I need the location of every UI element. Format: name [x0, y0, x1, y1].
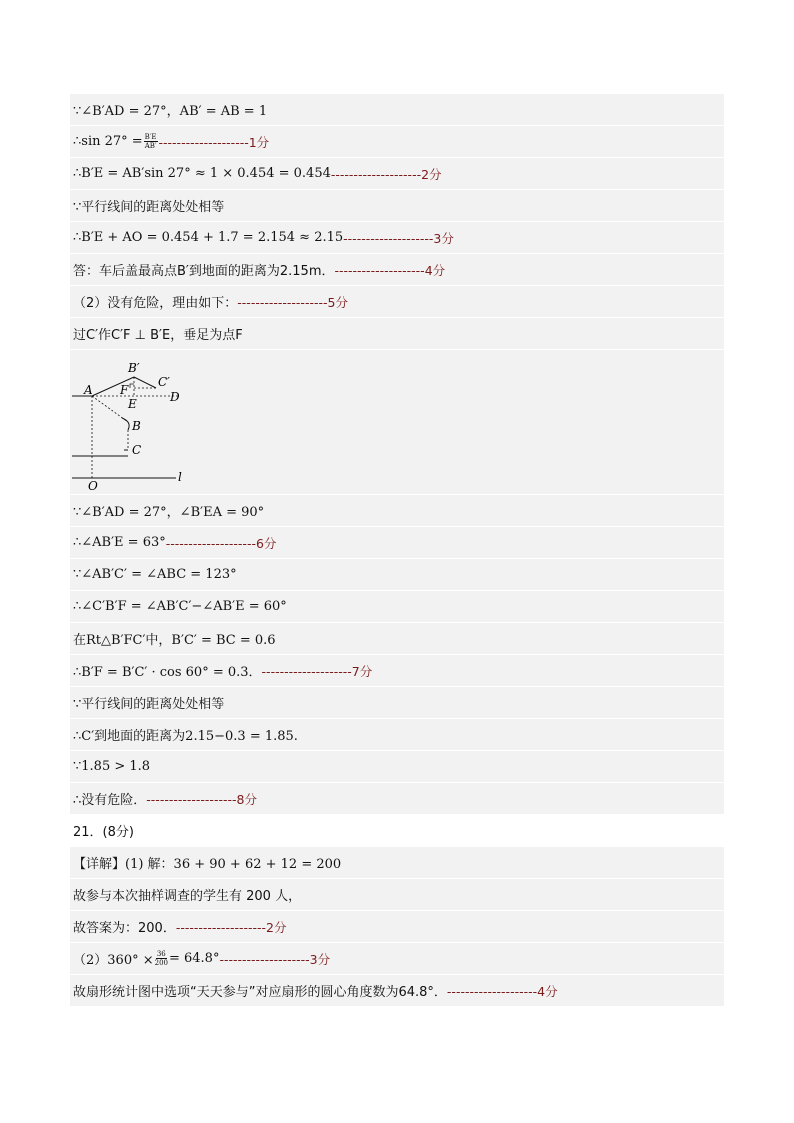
geometry-diagram [70, 350, 724, 494]
line-text: 【详解】(1) 解：36 + 90 + 62 + 12 = 200 [73, 857, 342, 872]
label-l: l [178, 470, 182, 484]
solution-line [70, 687, 724, 719]
line-text: ∵平行线间的距离处处相等 [73, 200, 225, 215]
solution-line [70, 559, 724, 591]
line-text: ∴C′到地面的距离为2.15−0.3 = 1.85. [73, 729, 298, 744]
solution-line [70, 847, 724, 879]
solution-line [70, 719, 724, 751]
label-f: F [120, 383, 129, 397]
solution-line [70, 655, 724, 687]
label-c: C [132, 443, 142, 457]
segment-b-prime-c-prime [134, 377, 156, 388]
solution-line [70, 94, 724, 126]
line-text: ∵∠B′AD = 27°，AB′ = AB = 1 [73, 104, 268, 119]
solution-line [70, 591, 724, 623]
solution-line [70, 318, 724, 350]
line-text: ∴∠AB′E = 63° [73, 535, 166, 550]
hinge-arc [122, 418, 129, 430]
fraction-denominator: AB′ [144, 142, 157, 150]
fraction [155, 950, 168, 967]
fraction-numerator: 36 [156, 950, 166, 958]
score-mark: --------------------2分 [330, 166, 442, 182]
line-text: 答：车后盖最高点B′到地面的距离为2.15m． [73, 264, 335, 279]
label-b-prime: B′ [128, 361, 140, 375]
score-mark: --------------------4分 [334, 262, 446, 278]
score-mark: --------------------3分 [343, 230, 454, 246]
solution-line [70, 254, 724, 286]
line-text: 过C′作C′F ⊥ B′E，垂足为点F [73, 328, 243, 343]
fraction-denominator: 200 [154, 959, 168, 967]
line-text: ∵1.85 > 1.8 [73, 759, 151, 774]
question-number: 21．(8分) [73, 825, 134, 840]
line-text: ∴B′E + AO = 0.454 + 1.7 = 2.154 ≈ 2.15 [73, 230, 344, 245]
line-text: 故参与本次抽样调查的学生有 200 人， [73, 889, 302, 904]
right-angle-mark [130, 384, 134, 388]
score-mark: --------------------7分 [261, 663, 373, 679]
score-mark: --------------------6分 [165, 535, 277, 551]
label-d: D [170, 390, 180, 404]
line-text: ∴∠C′B′F = ∠AB′C′−∠AB′E = 60° [73, 599, 287, 614]
line-text: （2）360° × [73, 953, 154, 968]
solution-line [70, 527, 724, 559]
fraction [144, 133, 158, 150]
solution-line [70, 495, 724, 527]
solution-line [70, 126, 724, 158]
line-text: = 64.8° [168, 951, 220, 966]
line-text: ∴B′E = AB′sin 27° ≈ 1 × 0.454 = 0.454 [73, 166, 331, 181]
line-text: ∵∠B′AD = 27°，∠B′EA = 90° [73, 505, 265, 520]
line-text: ∴sin 27° = [73, 134, 143, 149]
solution-line [70, 975, 724, 1007]
solution-sheet [70, 94, 724, 1007]
solution-line [70, 879, 724, 911]
label-b: B [132, 419, 141, 433]
solution-line [70, 190, 724, 222]
line-text: 故答案为：200． [73, 921, 176, 936]
solution-line [70, 911, 724, 943]
score-mark: --------------------4分 [446, 983, 558, 999]
solution-line [70, 158, 724, 190]
line-text: 故扇形统计图中选项“天天参与”对应扇形的圆心角度数为64.8°． [73, 985, 447, 1000]
solution-line [70, 783, 724, 815]
solution-line [70, 751, 724, 783]
line-text: ∴B′F = B′C′ · cos 60° = 0.3． [73, 665, 262, 680]
line-text: ∴没有危险． [73, 793, 147, 808]
label-a: A [84, 383, 93, 397]
line-text: 在Rt△B′FC′中，B′C′ = BC = 0.6 [73, 633, 276, 648]
score-mark: --------------------3分 [219, 951, 331, 967]
line-text: （2）没有危险，理由如下： [73, 296, 238, 311]
fraction-numerator: B′E [144, 133, 157, 141]
score-mark: --------------------1分 [158, 134, 270, 150]
geometry-figure [70, 350, 724, 495]
label-o: O [88, 479, 98, 493]
solution-line [70, 286, 724, 318]
score-mark: --------------------5分 [237, 294, 348, 310]
solution-line [70, 943, 724, 975]
solution-line [70, 623, 724, 655]
score-mark: --------------------2分 [175, 919, 287, 935]
label-c-prime: C′ [158, 375, 170, 389]
line-text: ∵平行线间的距离处处相等 [73, 697, 225, 712]
label-e: E [128, 397, 137, 411]
score-mark: --------------------8分 [146, 791, 257, 807]
line-text: ∵∠AB′C′ = ∠ABC = 123° [73, 567, 237, 582]
solution-line [70, 222, 724, 254]
question-heading [70, 815, 724, 847]
